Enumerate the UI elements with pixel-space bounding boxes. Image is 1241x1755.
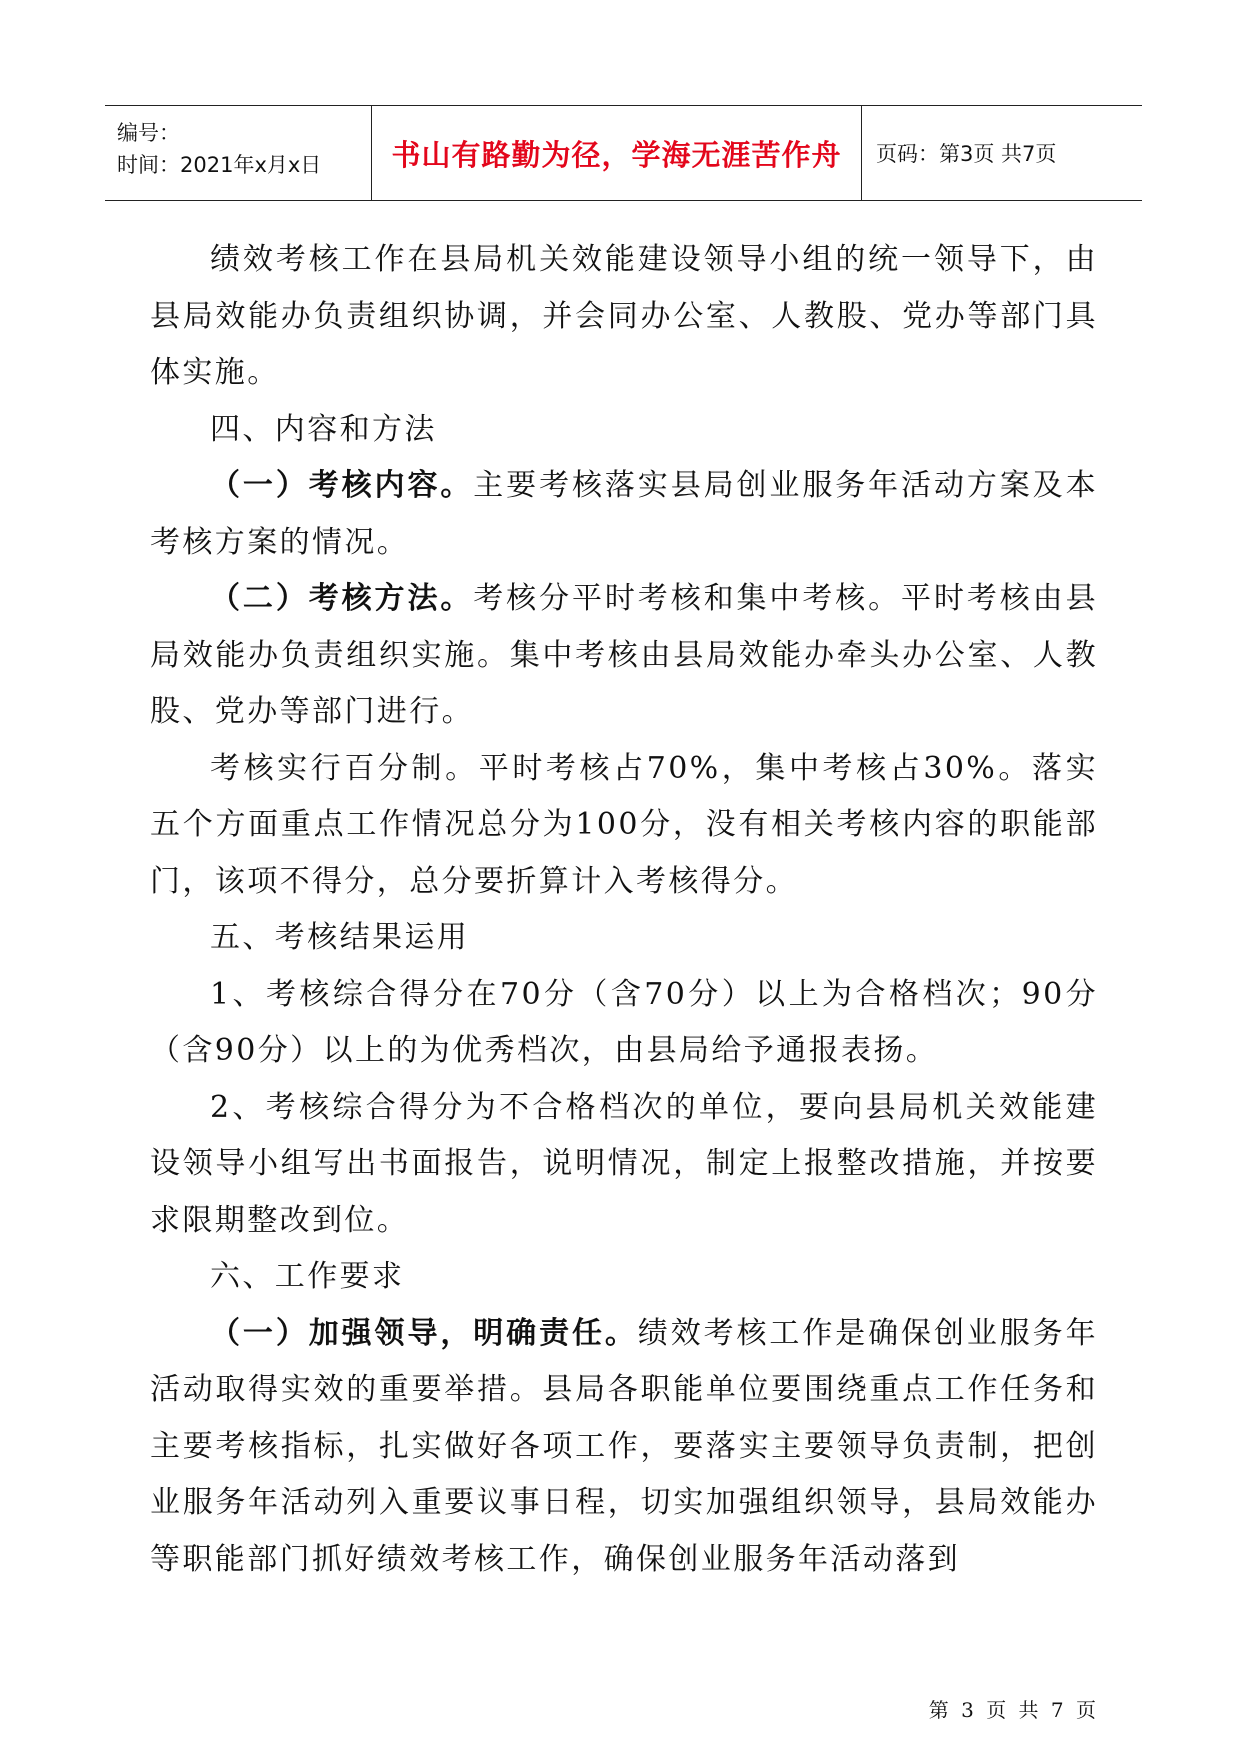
header-motto: 书山有路勤为径，学海无涯苦作舟: [372, 106, 862, 200]
document-header: [105, 105, 1142, 201]
subsection-title: （一）考核内容。: [210, 468, 474, 503]
paragraph: 考核实行百分制。平时考核占70%，集中考核占30%。落实五个方面重点工作情况总分为100分，没有相关考核内容的职能部门，该项不得分，总分要折算计入考核得分。: [150, 750, 1098, 899]
document-body: [150, 232, 1098, 1588]
subsection-title: （一）加强领导，明确责任。: [210, 1315, 638, 1351]
paragraph: 1、考核综合得分在70分（含70分）以上为合格档次；90分（含90分）以上的为优秀档次，由县局给予通报表扬。: [150, 976, 1098, 1068]
subsection-title: （二）考核方法。: [210, 581, 474, 616]
paragraph-text: 考核分平时考核和集中考核。平时考核由县局效能办负责组织实施。集中考核由县局效能办牵头办公室、人教股、党办等部门进行。: [150, 581, 1098, 729]
paragraph: 绩效考核工作在县局机关效能建设领导小组的统一领导下，由县局效能办负责组织协调，并会同办公室、人教股、党办等部门具体实施。: [150, 242, 1098, 390]
section-heading: 六、工作要求: [210, 1259, 405, 1294]
header-meta: [105, 106, 372, 200]
page-footer: 第 3 页 共 7 页: [928, 1698, 1099, 1722]
doc-number-label: 编号：: [117, 121, 180, 145]
paragraph: [150, 571, 1098, 741]
header-page-info: 页码：第3页 共7页: [876, 142, 1057, 166]
paragraph-text: 绩效考核工作是确保创业服务年活动取得实效的重要举措。县局各职能单位要围绕重点工作任务和主要考核指标，扎实做好各项工作，要落实主要领导负责制，把创业服务年活动列入重要议事日程，切实加强组织领导，县局效能办等职能部门抓好绩效考核工作，确保创业服务年活动落到: [150, 1315, 1098, 1577]
section-heading: 四、内容和方法: [210, 411, 437, 447]
doc-time-label: 时间：2021年x月x日: [117, 153, 322, 177]
paragraph: [150, 458, 1098, 571]
section-heading: 五、考核结果运用: [210, 920, 470, 955]
paragraph: 2、考核综合得分为不合格档次的单位，要向县局机关效能建设领导小组写出书面报告，说明情况，制定上报整改措施，并按要求限期整改到位。: [150, 1089, 1098, 1238]
paragraph: [150, 1306, 1098, 1589]
paragraph-text: 主要考核落实县局创业服务年活动方案及本考核方案的情况。: [150, 468, 1098, 560]
